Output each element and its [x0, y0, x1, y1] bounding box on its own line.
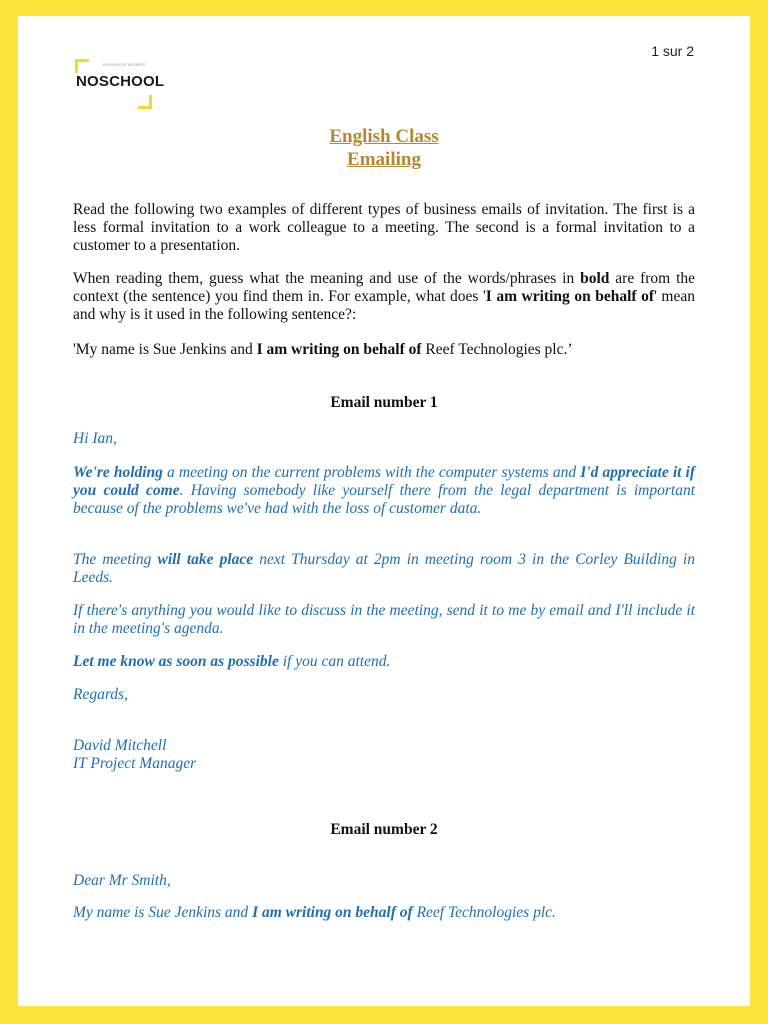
email-1-signoff: Regards, [73, 686, 128, 703]
intro-text: are from the context (the sentence) you find them in. For example, what does ' [73, 270, 696, 305]
email-1-paragraph-3: If there's anything you would like to discuss in the meeting, send it to me by email and I'll include it in the meeting's agenda. [73, 602, 695, 637]
bold-phrase: will take place [157, 551, 254, 568]
logo-tagline: ENGLISH FOR BUSINESS [103, 63, 146, 67]
email-2-heading: Email number 2 [330, 821, 438, 838]
bold-term: I am writing on behalf of [256, 341, 422, 358]
email-1-paragraph-2 [73, 551, 695, 587]
title-line-2: Emailing [347, 149, 421, 170]
email-1-greeting: Hi Ian, [73, 430, 117, 447]
intro-text: ' mean and why is it used in the following sentence?: [73, 288, 695, 323]
title-line-1: English Class [329, 126, 439, 147]
email-text: . Having somebody like yourself there from the legal department is important because of the problems we've had with the loss of customer data. [73, 482, 696, 517]
bold-term: I am writing on behalf of [485, 288, 655, 305]
email-text: My name is Sue Jenkins and [73, 904, 253, 921]
email-1-signature-role: IT Project Manager [73, 755, 197, 772]
logo-corner-mark [75, 59, 89, 73]
document-page [18, 16, 750, 1006]
email-text: next Thursday at 2pm in meeting room 3 in the Corley Building in Leeds. [73, 551, 695, 586]
email-text: a meeting on the current problems with the computer systems and [162, 464, 581, 481]
email-text: The meeting [73, 551, 158, 568]
email-1-paragraph-1 [73, 464, 695, 518]
example-text: 'My name is Sue Jenkins and [73, 341, 257, 358]
bold-phrase: I'd appreciate it if you could come [73, 464, 695, 499]
email-1-signature-name: David Mitchell [73, 737, 167, 754]
page-number: 1 sur 2 [651, 43, 694, 59]
example-text: Reef Technologies plc.’ [421, 341, 573, 358]
example-sentence [73, 341, 695, 359]
intro-paragraph-1: Read the following two examples of different types of business emails of invitation. The first is a less formal invitation to a work colleague to a meeting. The second is a formal invitation to a customer to a presentation. [73, 201, 695, 254]
email-text: Reef Technologies plc. [412, 904, 556, 921]
email-1-paragraph-4 [73, 653, 695, 671]
email-2-greeting: Dear Mr Smith, [73, 872, 171, 889]
email-1-heading: Email number 1 [330, 394, 438, 411]
email-text: if you can attend. [278, 653, 391, 670]
bold-phrase: We're holding [73, 464, 163, 481]
bold-phrase: I am writing on behalf of [252, 904, 413, 921]
document-title [18, 125, 750, 171]
logo-corner-mark [138, 95, 152, 109]
bold-phrase: Let me know as soon as possible [73, 653, 279, 670]
email-2-paragraph-1 [73, 904, 695, 922]
noschool-logo [73, 51, 165, 117]
intro-paragraph-2 [73, 270, 695, 324]
logo-wordmark: NOSCHOOL [76, 73, 165, 90]
bold-term: bold [580, 270, 610, 287]
intro-text: When reading them, guess what the meaning and use of the words/phrases in [73, 270, 581, 287]
